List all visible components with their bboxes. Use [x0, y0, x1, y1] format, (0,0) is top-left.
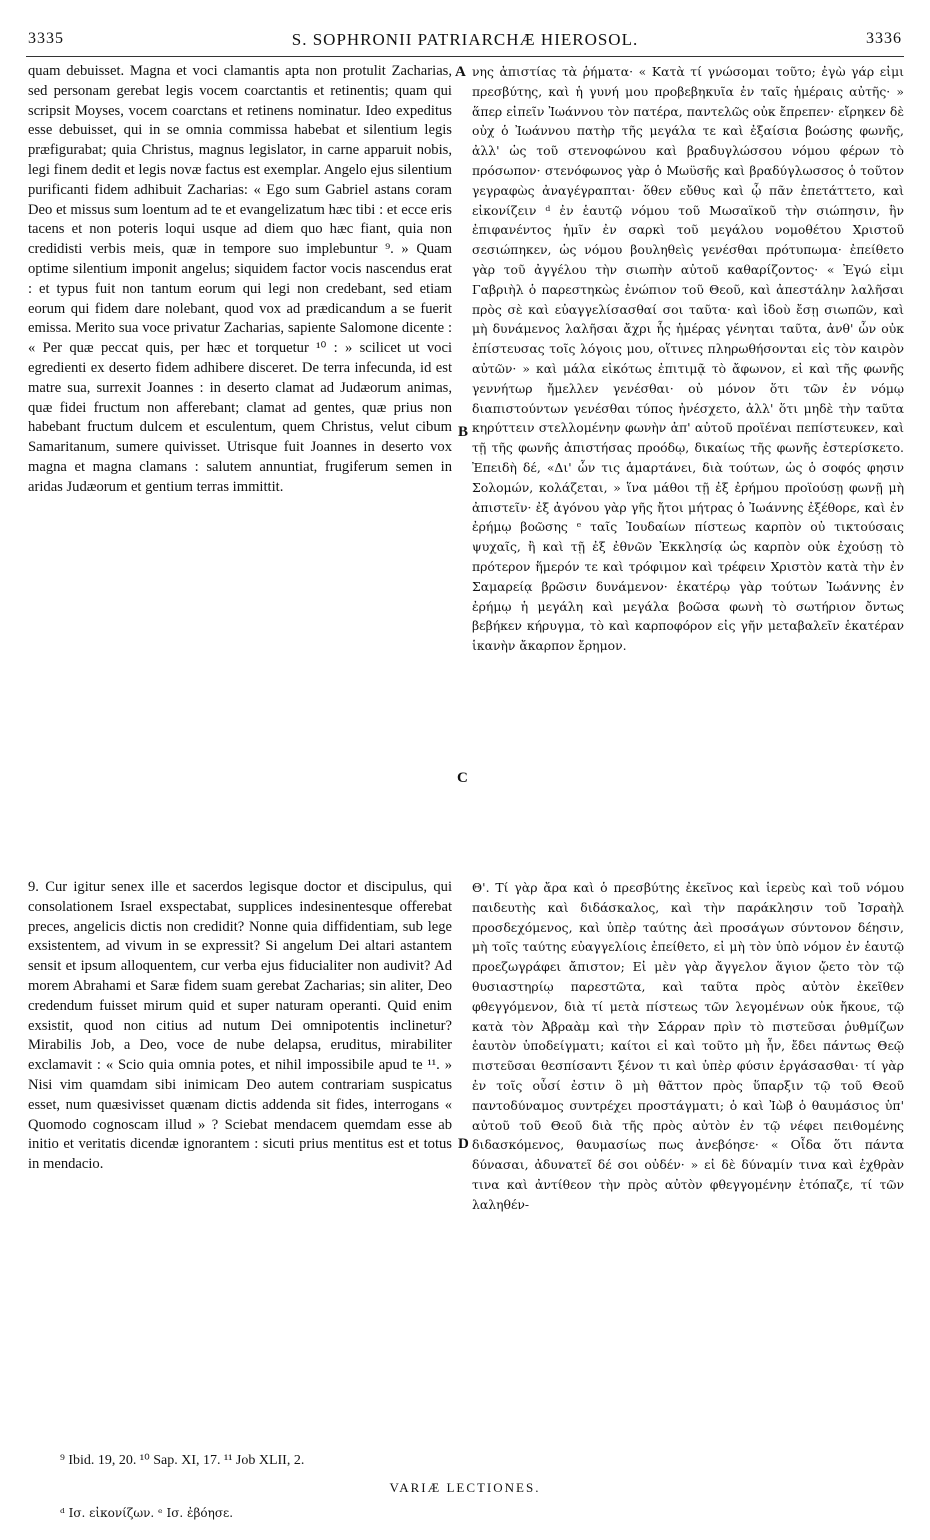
- latin-text-bottom: 9. Cur igitur senex ille et sacerdos legisque doctor et discipulus, qui consolationem Israel exspectabat, supplices indesinentesque offerebat preces, angelicis dictis non credidit? Nonne quia diffidentiam, sub lege exsistentem, ad vivum in se expressit? Si angelum Dei altari astantem sensit et ipsum alloquentem, cur verba ejus fiducialiter non audivit? Ad morem Abrahami et Saræ fidem suam gerebat Zacharias; sin aliter, Deo credendum fuisset mirum quid et super naturam operanti. Quid enim exsistit, quod non citius ad nutum Dei omnipotentis inclinetur? Mirabilis Job, a Deo, voce de nube delapsa, eruditus, mirabiliter exclamavit : « Scio quia omnia potes, et nihil impossibile apud te ¹¹. » Nisi vim quamdam sibi inimicam Deo autem contrariam suspicatus esset, num quæsivisset quænam dictis addenda sit fides, interrogans « Quomodo cognoscam illud » ? Sciebat mendacem quemdam esse ab initio et veritatis dicendæ ignorantem : sicuti prius mentitus est et totus in mendacio.: [28, 879, 452, 1173]
- margin-marker-c: C: [457, 770, 468, 786]
- greek-column-top: [472, 62, 904, 882]
- latin-text-top: quam debuisset. Magna et voci clamantis apta non protulit Zacharias, sed personam gerebat legis vocem coarctantis et retinentis; quam qui scripsit Moyses, vocem coarctans et retinens nominatur. Ideo expeditus esse debuisset, qui in se omnia commissa habebat et silentium legis præfigurabat; quia Christus, magnus legislator, in carne apparuit nobis, legi finem dedit et legis novæ factus est exemplar. Angelo ejus silentium purificanti fidem adhibuit Zacharias: « Ego sum Gabriel astans coram Deo et missus sum loentum ad te et evangelizatum hæc tibi : et ecce eris tacens et non poteris loqui usque ad diem quo hæc fiant, quia non credidisti verbis meis, quæ in tempore suo implebuntur ⁹. » Quam optime silentium imponit angelus; siquidem factor vocis nascendus erat : et typus fuit non tantum eorum qui legi non credebant, sed etiam eorum qui fidem dare nolebant, quod vox ad prædicandum a se fuerit emissa. Merito sua voce privatur Zacharias, sapiente Salomone dicente : « Per quæ peccat quis, per hæc et torquetur ¹⁰ : » scilicet ut voci egredienti ex deserto fidem adhibere disceret. De terra infecunda, id est matre sua, surrexit Joannes : in deserto clamat ad Judæorum animas, quæ fidei fructum non afferebant; clamat ad gentes, quæ prius non habebant fructum dulcem et esculentum, quem Christus, velut cibum Samaritanum, sumere quivisset. Utrisque fuit Joannes in deserto vox magna et magna clamans : salutem annuntiat, frugiferum semen in aridas Judæorum et gentium terras immittit.: [28, 63, 452, 495]
- greek-column-bottom: [472, 878, 904, 1438]
- margin-marker-b: B: [458, 424, 469, 440]
- margin-marker-a: A: [455, 64, 466, 80]
- page-header: [28, 30, 902, 58]
- column-number-left: 3335: [28, 30, 64, 47]
- header-rule: [26, 56, 904, 57]
- running-title: S. SOPHRONII PATRIARCHÆ HIEROSOL.: [291, 30, 639, 49]
- latin-column-top: [28, 62, 452, 784]
- latin-column-bottom: [28, 878, 452, 1438]
- greek-text-bottom: Θ'. Τί γὰρ ἄρα καὶ ὁ πρεσβύτης ἐκεῖνος καὶ ἱερεὺς καὶ τοῦ νόμου παιδευτὴς καὶ διδάσκαλος, καὶ τὴν παράκλησιν τοῦ Ἰσραὴλ προσδεχόμενος, καὶ ὑπὲρ ταύτης ἀεὶ προσάγων σύντονον δέησιν, μὴ τοῖς ταύτης εὐαγγελίοις ἐπείθετο, εἰ μὴ τὸν ὑπὸ νόμον ἐν ἑαυτῷ προεζωγράφει ἄπιστον; Εἰ μὲν γὰρ ἄγγελον ἅγιον ᾤετο τὸν τῷ θυσιαστηρίῳ παρεστῶτα, καὶ ταῦτα πρὸς αὐτὸν ἐκεῖθεν φθεγγόμενον, διὰ τί μετὰ πίστεως τῶν λεγομένων οὐκ ἤκουε, τῷ κατὰ τὸν Ἀβραὰμ καὶ τὴν Σάρραν πρὶν τὸ πιστεῦσαι ῥυθμίζων ἑαυτὸν ὑποδείγματι; καίτοι εἰ καὶ τοῦτο μὴ ἦν, ἔδει πάντως Θεῷ πιστεῦσαι θεσπίσαντι ξένον τι καὶ ὑπὲρ φύσιν ἐργάσασθαι· τί γὰρ ἐν τοῖς οὖσί ἐστιν ὃ μὴ θᾶττον πρὸς ὕπαρξιν τῷ τοῦ Θεοῦ παντοδύναμος συντρέχει προστάγματι; ὁ καὶ Ἰὼβ ὁ θαυμάσιος ὑπ' αὐτοῦ τοῦ Θεοῦ διὰ τῆς πρὸς αὐτὸν ἐν τῷ νέφει πειθομένης διδασκόμενος, θαυμασίως πως ἀνεβόησε· « Οἶδα ὅτι πάντα δύνασαι, ἀδυνατεῖ δέ σοι οὐδέν· » εἰ δὲ δύναμίν τινα καὶ ἐχθρὰν τινα καὶ ἀντίθεον τὴν πρὸς αὐτὸν φθεγγομένην ἐτόπαζε, τί τῶν λαληθέν-: [472, 880, 904, 1212]
- footnotes: ⁹ Ibid. 19, 20. ¹⁰ Sap. XI, 17. ¹¹ Job XLII, 2.: [60, 1453, 305, 1468]
- greek-text-top: νης ἀπιστίας τὰ ῥήματα· « Κατὰ τί γνώσομαι τοῦτο; ἐγὼ γάρ εἰμι πρεσβύτης, καὶ ἡ γυνή μου προβεβηκυῖα ἐν ταῖς ἡμέραις αὐτῆς· » ἅπερ εἰπεῖν Ἰωάννου τὸν πατέρα, παντελῶς οὐκ ἔπρεπεν· εἴρηκεν δὲ οὐχ ὁ Ἰωάννου πατὴρ τῆς μεγάλα τε καὶ ἐξαίσια βοώσης φωνῆς, ἀλλ' ὡς τοῦ στενοφώνου καὶ βραδυγλώσσου νόμου φέρων τὸ πρόσωπον· στενόφωνος γὰρ ὁ Μωϋσῆς καὶ βραδύγλωσσος ὁ τοῦτον γεγραφὼς ἀναγέγραπται· ὅθεν εὔθυς καὶ ᾧ πᾶν ἐπετάττετο, καὶ εἰκονίζειν ᵈ ἐν ἑαυτῷ νόμου τοῦ Μωσαϊκοῦ τὴν σιώπησιν, ἣν ἐπιφανέντος ἡμῖν ἐν σαρκὶ τοῦ μεγάλου νομοθέτου Χριστοῦ σεσιώπηκεν, ὡς νόμου βουληθεὶς γενέσθαι πρότυπωμα· ἐπείθετο γὰρ τοῦ ἀγγέλου τὴν σιωπὴν αὐτοῦ καθαρίζοντος· « Ἐγώ εἰμι Γαβριὴλ ὁ παρεστηκὼς ἐνώπιον τοῦ Θεοῦ, καὶ ἀπεστάλην λαλῆσαι πρὸς σὲ καὶ εὐαγγελίσασθαί σοι ταῦτα· καὶ ἰδοὺ ἔσῃ σιωπῶν, καὶ μὴ δυνάμενος λαλῆσαι ἄχρι ἧς ἡμέρας γένηται ταῦτα, ἀνθ' ὧν οὐκ ἐπίστευσας τοῖς λόγοις μου, οἵτινες πληρωθήσονται εἰς τὸν καιρὸν αὐτῶν· » καὶ μάλα εἰκότως ἐπιτιμᾷ τὸ ἄφωνον, εἰ καὶ τῆς φωνῆς γεννήτωρ ἤμελλεν γενέσθαι· οὐ μόνον ὅτι τῶν ἐν νόμῳ διαπιστούντων γενέσθαι τύπος ἠνέσχετο, ἀλλ' ὅτι μηδὲ τὴν ταῦτα κηρύττειν στελλομένην φωνὴν ἀπ' αὐτοῦ προϊέναι πεπίστευκεν, καὶ τῇ τῆς φωνῆς ἀπιστήσας προόδῳ, δικαίως τῆς φωνῆς ἐστερίσκετο. Ἐπειδὴ δέ, «Δι' ὧν τις ἁμαρτάνει, διὰ τούτων, ὡς ὁ σοφός φησιν Σολομών, κολάζεται, » ἵνα μάθοι τῇ ἐξ ἐρήμου προϊούσῃ φωνῇ μὴ ἀπιστεῖν· ἐξ ἀγόνου γὰρ γῆς ἤτοι μήτρας ὁ Ἰωάννης ἐξέθορε, καὶ ἐν ἐρήμῳ βοῶσης ᵉ ταῖς Ἰουδαίων πίστεως καρπὸν οὐ τικτούσαις ψυχαῖς, ἢ καὶ τῇ ἐξ ἐθνῶν Ἐκκλησίᾳ ὡς καρπὸν οὐκ ἐχούσῃ τὸ πρότερον ἥμερόν τε καὶ τρόφιμον καὶ τρέφειν Χριστὸν κατὰ τὴν ἐν Σαμαρείᾳ βρῶσιν δυνάμενον· ἑκατέρῳ γὰρ τούτων Ἰωάννης ἐν ἐρήμῳ ἡ μεγάλη καὶ μεγάλα βοῶσα φωνὴ τὸ σωτήριον ὄντως βεβήκεν κήρυγμα, τὸ καὶ καρποφόρον εἰς γῆν μεταβαλεῖν ἑκατέραν ἱκανὴν ἄκαρπον ἔρημον.: [472, 64, 904, 654]
- margin-marker-d: D: [458, 1136, 469, 1152]
- variae-lectiones-heading: VARIÆ LECTIONES.: [389, 1480, 541, 1495]
- variae-lectiones-notes: ᵈ Ισ. εἰκονίζων. ᵉ Ισ. ἐβόησε.: [60, 1506, 234, 1520]
- column-number-right: 3336: [866, 30, 902, 47]
